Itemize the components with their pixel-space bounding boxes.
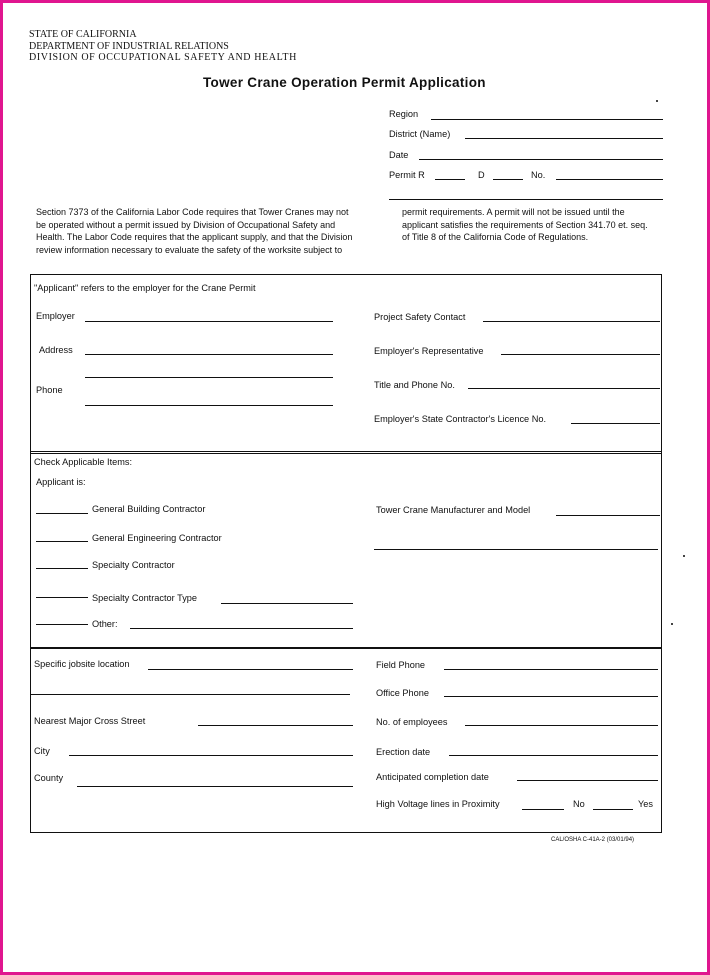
- title-phone-label: Title and Phone No.: [374, 380, 455, 390]
- licence-field[interactable]: [571, 423, 660, 424]
- field-phone-field[interactable]: [444, 669, 658, 670]
- region-field[interactable]: [431, 119, 663, 120]
- specialty-contractor-checkbox[interactable]: [36, 568, 88, 569]
- city-label: City: [34, 746, 50, 756]
- safety-contact-field[interactable]: [483, 321, 660, 322]
- office-phone-field[interactable]: [444, 696, 658, 697]
- header-division: DIVISION OF OCCUPATIONAL SAFETY AND HEALTH: [29, 52, 297, 63]
- applicant-section: [30, 274, 662, 454]
- cross-street-label: Nearest Major Cross Street: [34, 716, 146, 726]
- general-engineering-checkbox[interactable]: [36, 541, 88, 542]
- address-field-1[interactable]: [85, 354, 333, 355]
- applicant-is-label: Applicant is:: [36, 477, 86, 487]
- erection-date-label: Erection date: [376, 747, 431, 757]
- date-field[interactable]: [419, 159, 663, 160]
- check-items-label: Check Applicable Items:: [34, 457, 133, 467]
- erection-date-field[interactable]: [449, 755, 658, 756]
- region-label: Region: [389, 109, 419, 119]
- employer-field[interactable]: [85, 321, 333, 322]
- scan-speck: [656, 100, 658, 102]
- completion-date-label: Anticipated completion date: [376, 772, 489, 782]
- general-engineering-label: General Engineering Contractor: [92, 533, 222, 543]
- employees-label: No. of employees: [376, 717, 448, 727]
- jobsite-location-label: Specific jobsite location: [34, 659, 130, 669]
- specialty-type-checkbox[interactable]: [36, 597, 88, 598]
- header-state: STATE OF CALIFORNIA: [29, 29, 137, 40]
- other-label: Other:: [92, 619, 118, 629]
- phone-field[interactable]: [85, 405, 333, 406]
- district-label: District (Name): [389, 129, 451, 139]
- manufacturer-model-field-1[interactable]: [556, 515, 660, 516]
- manufacturer-model-label: Tower Crane Manufacturer and Model: [376, 505, 531, 515]
- employer-rep-label: Employer's Representative: [374, 346, 484, 356]
- district-field[interactable]: [465, 138, 663, 139]
- address-field-2[interactable]: [85, 377, 333, 378]
- permit-no-field[interactable]: [556, 179, 663, 180]
- applicant-note: "Applicant" refers to the employer for the Crane Permit: [34, 283, 256, 293]
- general-building-checkbox[interactable]: [36, 513, 88, 514]
- date-label: Date: [389, 150, 409, 160]
- jobsite-location-field-1[interactable]: [148, 669, 353, 670]
- phone-label: Phone: [36, 385, 63, 395]
- intro-left: Section 7373 of the California Labor Code requires that Tower Cranes may not be operated without a permit issued by Division of Occupational Safety and Health. The Labor Code requires that the applicant supply, and that the Division review information necessary to evaluate the safety of the worksite subject to: [36, 207, 353, 255]
- county-field[interactable]: [77, 786, 353, 787]
- other-field[interactable]: [130, 628, 353, 629]
- cross-street-field[interactable]: [198, 725, 353, 726]
- applicant-type-section: [30, 451, 662, 649]
- completion-date-field[interactable]: [517, 780, 658, 781]
- licence-label: Employer's State Contractor's Licence No.: [374, 414, 547, 424]
- high-voltage-no-checkbox[interactable]: [522, 809, 564, 810]
- specialty-contractor-label: Specialty Contractor: [92, 560, 175, 570]
- employees-field[interactable]: [465, 725, 658, 726]
- jobsite-location-field-2[interactable]: [31, 694, 350, 695]
- scan-speck: [683, 555, 685, 557]
- general-building-label: General Building Contractor: [92, 504, 206, 514]
- permit-d-label: D: [478, 170, 485, 180]
- permit-no-label: No.: [531, 170, 546, 180]
- employer-rep-field[interactable]: [501, 354, 660, 355]
- address-label: Address: [39, 345, 73, 355]
- high-voltage-no-label: No: [573, 799, 585, 809]
- permit-r-field[interactable]: [435, 179, 465, 180]
- county-label: County: [34, 773, 64, 783]
- employer-label: Employer: [36, 311, 75, 321]
- intro-right: permit requirements. A permit will not be issued until the applicant satisfies the requirements of Section 341.70 et. seq. of Title 8 of the California Code of Regulations.: [402, 207, 648, 242]
- field-phone-label: Field Phone: [376, 660, 426, 670]
- permit-r-label: Permit R: [389, 170, 425, 180]
- scan-speck: [671, 623, 673, 625]
- manufacturer-model-field-2[interactable]: [374, 549, 658, 550]
- high-voltage-yes-label: Yes: [638, 799, 653, 809]
- safety-contact-label: Project Safety Contact: [374, 312, 466, 322]
- specialty-type-label: Specialty Contractor Type: [92, 593, 198, 603]
- permit-d-field[interactable]: [493, 179, 523, 180]
- form-id: CAL/OSHA C-41A-2 (03/01/94): [551, 837, 635, 843]
- specialty-type-field[interactable]: [221, 603, 353, 604]
- header-department: DEPARTMENT OF INDUSTRIAL RELATIONS: [29, 41, 229, 52]
- page-title: Tower Crane Operation Permit Application: [203, 75, 486, 90]
- high-voltage-label: High Voltage lines in Proximity: [376, 799, 500, 809]
- jobsite-section: [30, 647, 662, 833]
- other-checkbox[interactable]: [36, 624, 88, 625]
- header-rule: [389, 199, 663, 200]
- city-field[interactable]: [69, 755, 353, 756]
- title-phone-field[interactable]: [468, 388, 660, 389]
- high-voltage-yes-checkbox[interactable]: [593, 809, 633, 810]
- office-phone-label: Office Phone: [376, 688, 429, 698]
